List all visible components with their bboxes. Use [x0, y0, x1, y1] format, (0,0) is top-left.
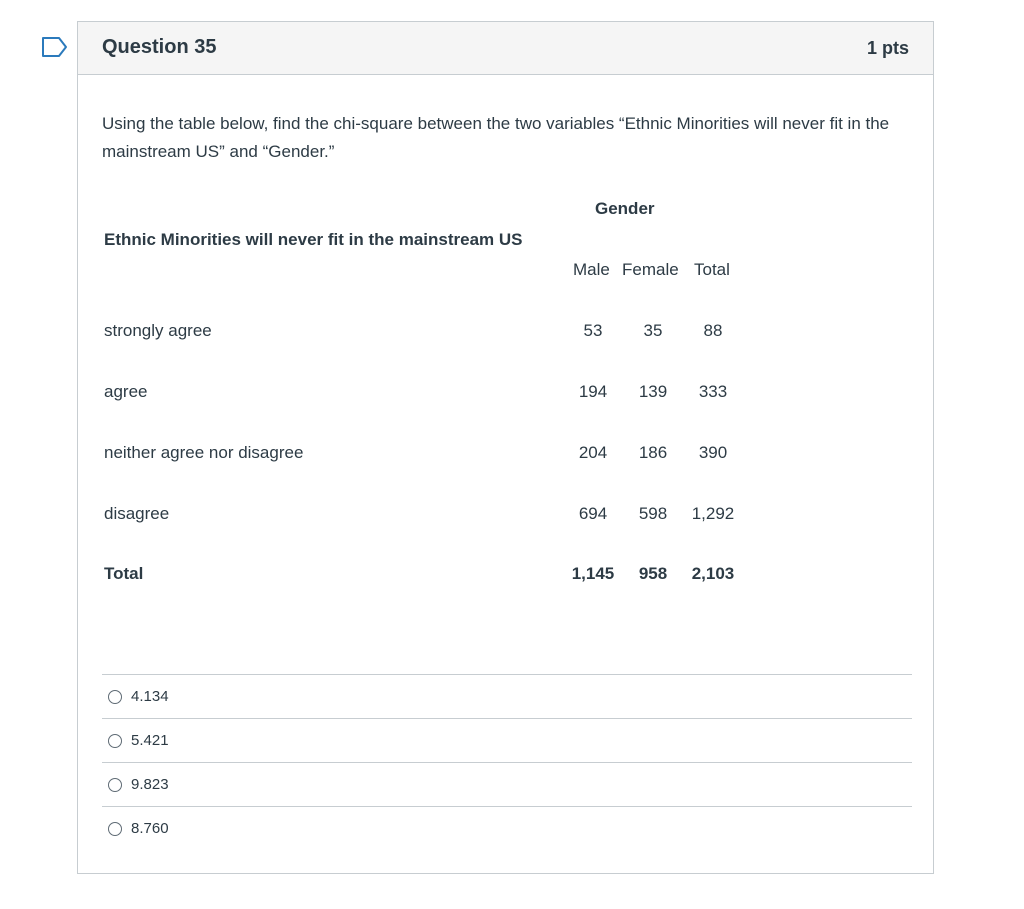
answer-label: 5.421 — [131, 732, 169, 749]
answer-list — [102, 674, 912, 850]
table-cell: 1,292 — [691, 504, 735, 523]
flag-question-icon[interactable] — [41, 36, 69, 58]
radio-button[interactable] — [108, 778, 122, 792]
question-points: 1 pts — [866, 38, 909, 58]
answer-option[interactable] — [102, 718, 912, 762]
answer-option[interactable] — [102, 806, 912, 850]
radio-button[interactable] — [108, 690, 122, 704]
table-cell: 186 — [638, 443, 668, 462]
table-cell: 204 — [578, 443, 608, 462]
table-cell: 390 — [698, 443, 728, 462]
answer-option[interactable] — [102, 762, 912, 806]
table-cell: 53 — [583, 321, 603, 340]
answer-label: 9.823 — [131, 776, 169, 793]
table-cell: 694 — [578, 504, 608, 523]
column-header-female: Female — [622, 260, 679, 279]
table-cell: 194 — [578, 382, 608, 401]
question-title: Question 35 — [102, 36, 217, 58]
row-label: disagree — [104, 504, 170, 523]
question-text: Using the table below, find the chi-square between the two variables “Ethnic Minorities will never fit in the mainstream US” and “Gender.” — [102, 114, 890, 161]
column-group-header: Gender — [595, 199, 655, 218]
answer-label: 4.134 — [131, 688, 169, 705]
table-cell: 88 — [703, 321, 723, 340]
radio-button[interactable] — [108, 822, 122, 836]
row-label: agree — [104, 382, 148, 401]
row-variable-header: Ethnic Minorities will never fit in the mainstream US — [104, 230, 523, 249]
table-cell-total: 1,145 — [571, 564, 615, 583]
column-header-total: Total — [694, 260, 730, 279]
table-cell: 139 — [638, 382, 668, 401]
row-label-total: Total — [104, 564, 144, 583]
table-cell: 35 — [643, 321, 663, 340]
question-card — [77, 21, 934, 874]
table-cell: 333 — [698, 382, 728, 401]
row-label: neither agree nor disagree — [104, 443, 304, 462]
answer-label: 8.760 — [131, 820, 169, 837]
table-cell: 598 — [638, 504, 668, 523]
table-cell-total: 2,103 — [691, 564, 735, 583]
column-header-male: Male — [573, 260, 610, 279]
row-label: strongly agree — [104, 321, 212, 340]
table-cell-total: 958 — [638, 564, 668, 583]
answer-option[interactable] — [102, 674, 912, 718]
radio-button[interactable] — [108, 734, 122, 748]
